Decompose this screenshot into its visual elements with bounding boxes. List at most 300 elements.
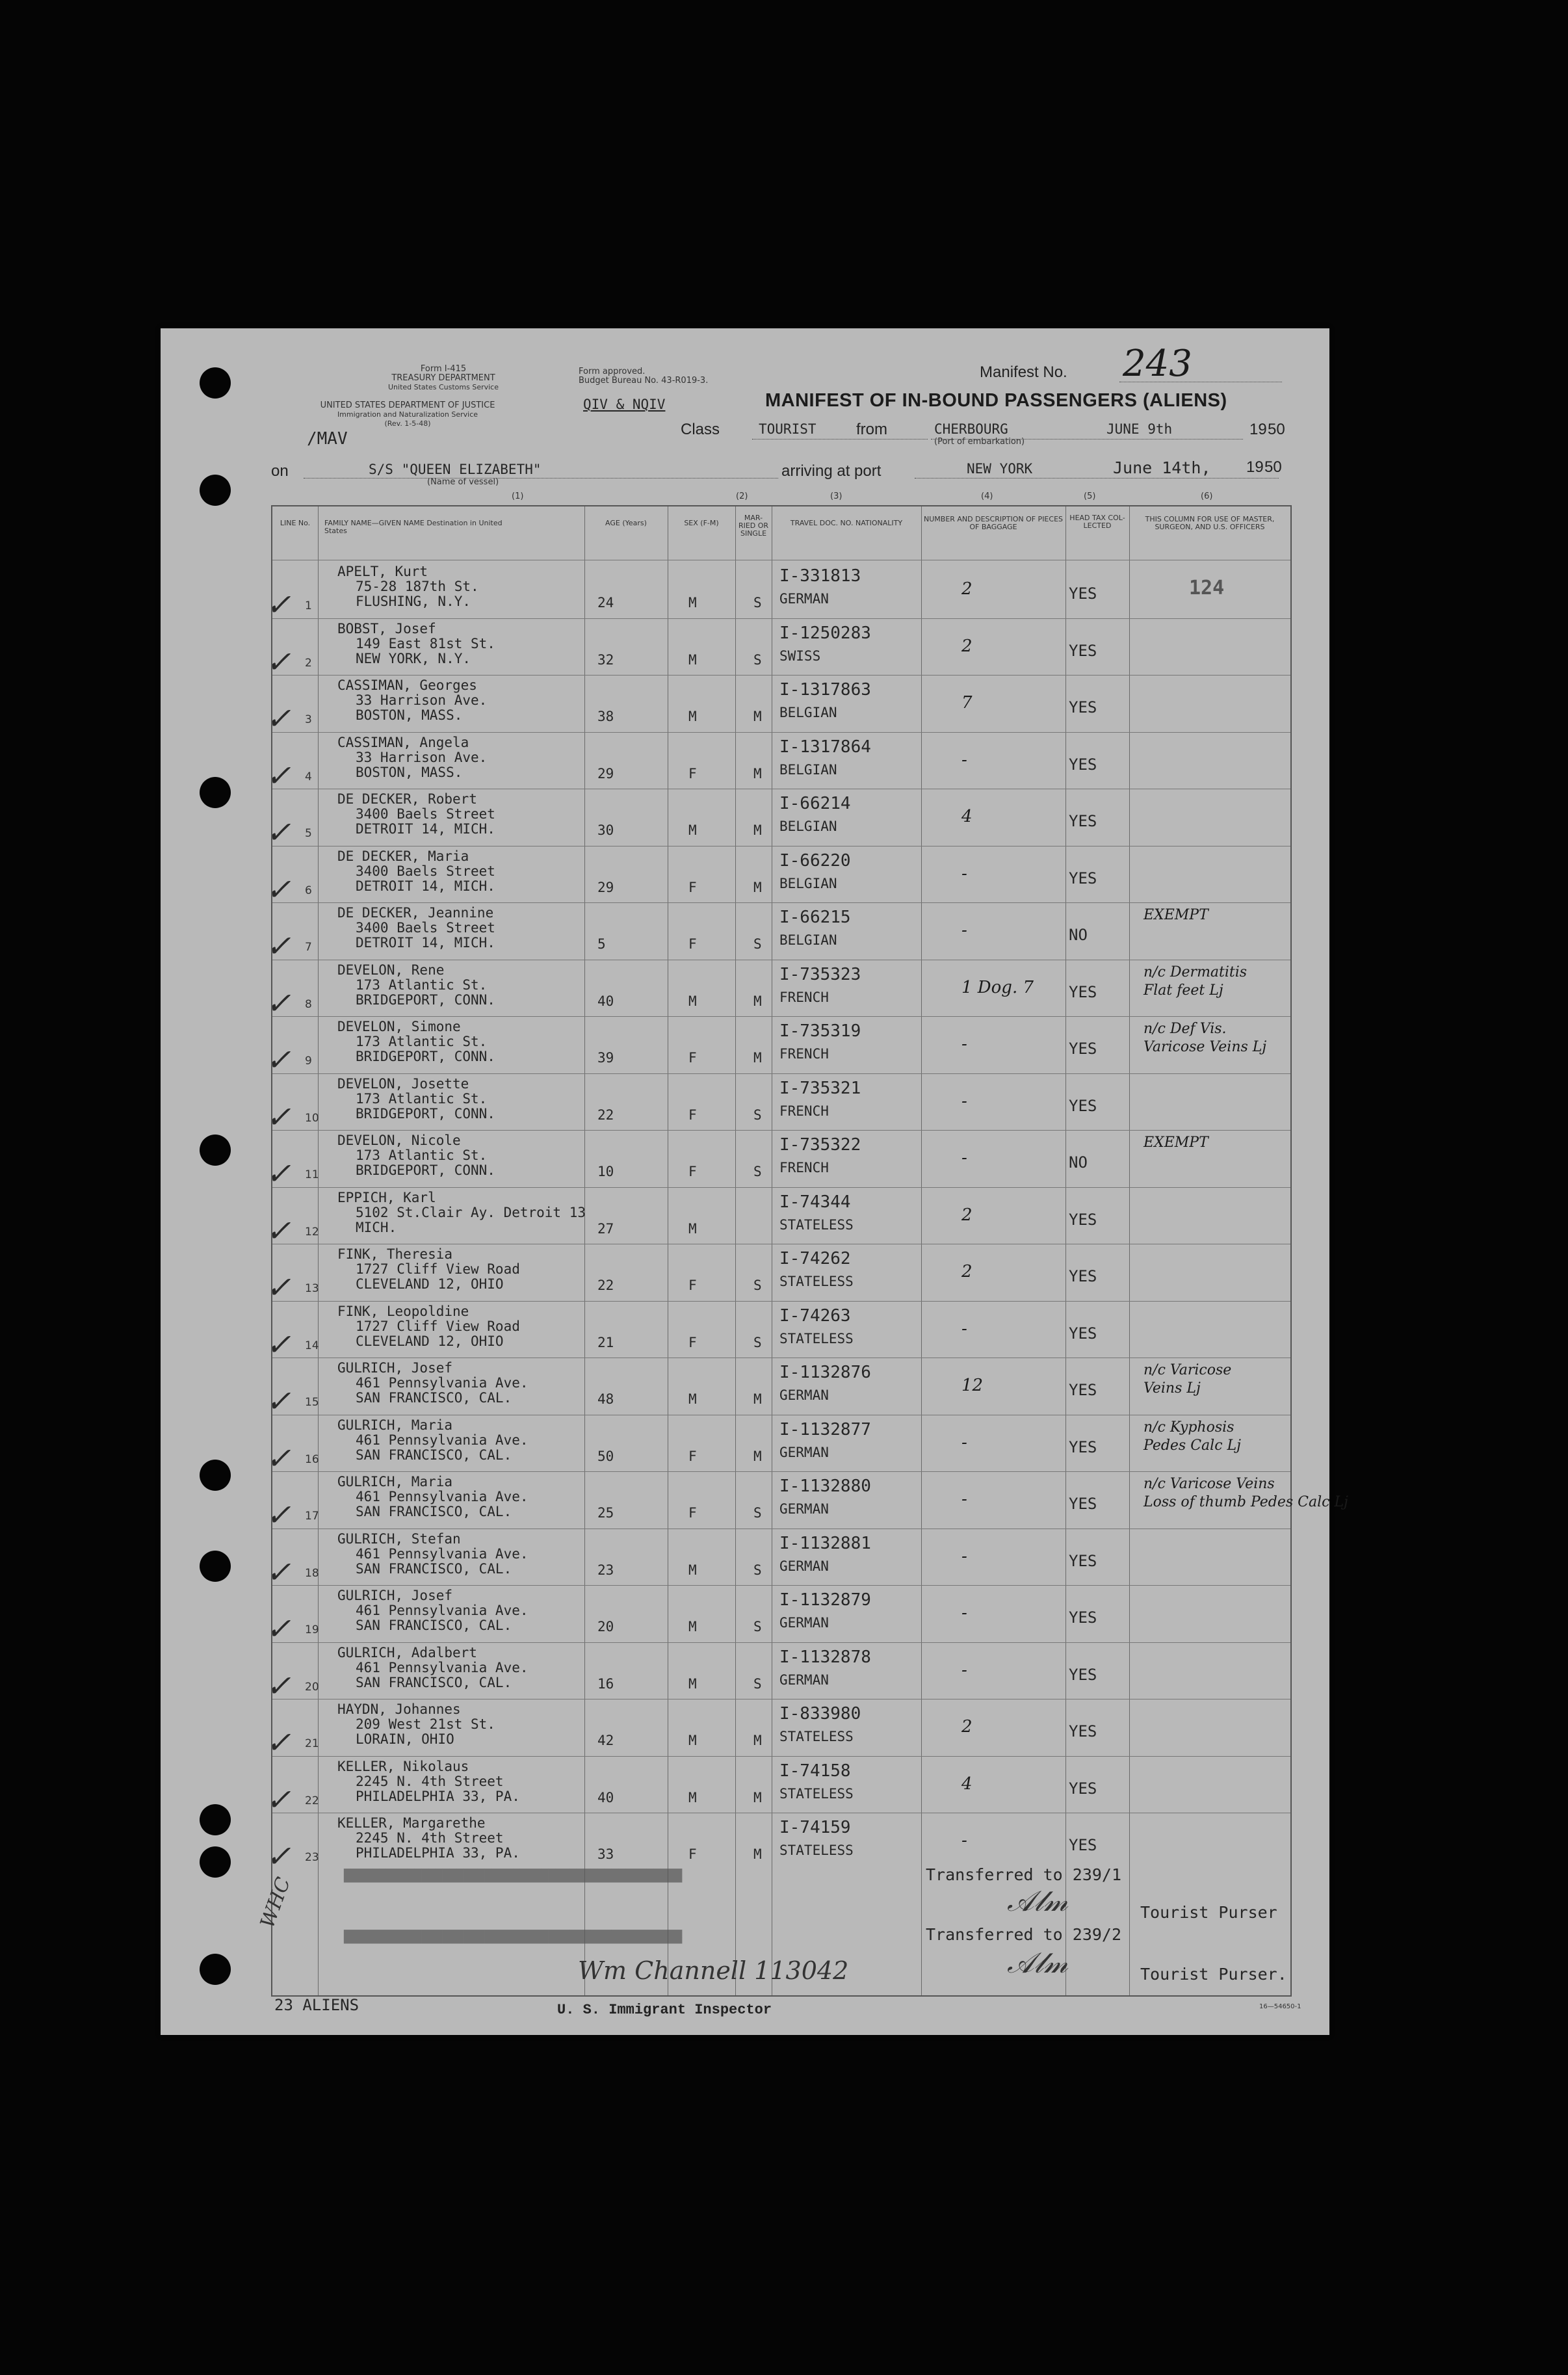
arrival-underline [915, 478, 1279, 479]
head-tax: YES [1069, 755, 1097, 774]
header-line-no: LINE No. [280, 519, 311, 527]
passenger-sex: M [688, 1619, 697, 1634]
passenger-address: 33 Harrison Ave. [356, 692, 488, 708]
table-row [266, 1699, 1290, 1760]
check-mark-icon: ✓ [266, 1099, 291, 1135]
manifest-label: Manifest No. [980, 363, 1067, 381]
travel-doc-no: I-74159 [779, 1818, 851, 1837]
form-number: Form I-415 [420, 364, 467, 374]
nationality: BELGIAN [779, 932, 837, 948]
marital-status: M [753, 993, 762, 1009]
passenger-address: 3400 Baels Street [356, 806, 495, 822]
baggage-count: - [961, 1831, 967, 1850]
passenger-name: DE DECKER, Robert [337, 791, 477, 807]
head-tax: YES [1069, 1040, 1097, 1058]
head-tax: YES [1069, 1665, 1097, 1684]
officer-remark: EXEMPT [1143, 1135, 1209, 1151]
passenger-sex: F [688, 879, 697, 895]
line-number: 13 [305, 1282, 319, 1295]
binder-hole [200, 1551, 231, 1582]
baggage-count: - [961, 863, 967, 884]
binder-hole [200, 1804, 231, 1835]
initials: /MAV [307, 429, 348, 449]
line-number: 18 [305, 1566, 319, 1580]
passenger-name: GULRICH, Josef [337, 1588, 453, 1603]
check-mark-icon: ✓ [266, 1042, 291, 1077]
head-tax: YES [1069, 641, 1097, 660]
nationality: BELGIAN [779, 705, 837, 720]
ins-service: Immigration and Naturalization Service [337, 410, 478, 419]
binder-hole [200, 1460, 231, 1491]
check-mark-icon: ✓ [266, 1384, 291, 1419]
travel-doc-no: I-66215 [779, 908, 851, 927]
nationality: GERMAN [779, 591, 829, 607]
marital-status: M [753, 765, 762, 781]
marital-status: M [753, 1789, 762, 1805]
col-num: (2) [736, 492, 748, 501]
travel-doc-no: I-1132877 [779, 1419, 871, 1439]
travel-doc-no: I-66220 [779, 850, 851, 871]
passenger-address: 149 East 81st St. [356, 635, 495, 651]
justice-dept: UNITED STATES DEPARTMENT OF JUSTICE [320, 400, 495, 410]
table-row [266, 1130, 1290, 1191]
table-row [266, 1642, 1290, 1703]
purser-1: Tourist Purser [1140, 1903, 1277, 1922]
passenger-sex: M [688, 595, 697, 610]
baggage-count: - [961, 1546, 967, 1566]
passenger-age: 22 [597, 1107, 614, 1123]
row-divider [272, 675, 1290, 676]
check-mark-icon: ✓ [266, 1213, 291, 1248]
marital-status: M [753, 1050, 762, 1066]
passenger-name: FINK, Leopoldine [337, 1303, 469, 1319]
head-tax: YES [1069, 1096, 1097, 1115]
passenger-sex: F [688, 1334, 697, 1350]
manifest-sheet [161, 328, 1348, 2035]
passenger-name: DE DECKER, Jeannine [337, 905, 494, 921]
passenger-sex: M [688, 1675, 697, 1692]
class-value: TOURIST [759, 421, 817, 437]
check-mark-icon: ✓ [266, 815, 291, 850]
passenger-address: 1727 Cliff View Road [356, 1261, 520, 1277]
arrival-year-prefix: 19 [1246, 458, 1264, 476]
baggage-count: 7 [961, 693, 973, 713]
nationality: BELGIAN [779, 761, 837, 778]
stamp-number: 124 [1189, 577, 1225, 599]
nationality: BELGIAN [779, 875, 837, 891]
table-row [266, 732, 1290, 793]
passenger-sex: M [688, 1220, 697, 1237]
passenger-age: 39 [597, 1050, 614, 1066]
transfer-note-1: Transferred to 239/1 [926, 1865, 1122, 1884]
passenger-age: 24 [597, 595, 614, 610]
passenger-age: 10 [597, 1164, 614, 1179]
passenger-name: EPPICH, Karl [337, 1189, 436, 1205]
passenger-address: 173 Atlantic St. [356, 977, 488, 993]
struck-entry: ████████████████████████████████████████████████ [344, 1930, 683, 1944]
passenger-address: 461 Pennsylvania Ave. [356, 1432, 529, 1448]
officer-remark: n/c Dermatitis Flat feet Lj [1143, 964, 1248, 999]
baggage-count: - [961, 1432, 967, 1452]
marital-status: M [753, 709, 762, 724]
col-num: (1) [512, 492, 524, 501]
passenger-sex: M [688, 651, 697, 668]
passenger-city: SAN FRANCISCO, CAL. [356, 1560, 512, 1577]
table-row [266, 618, 1290, 679]
line-number: 14 [305, 1339, 319, 1352]
passenger-sex: F [688, 1278, 697, 1293]
nationality: STATELESS [779, 1785, 854, 1802]
nationality: STATELESS [779, 1843, 854, 1858]
marital-status: M [753, 1391, 762, 1407]
passenger-sex: M [688, 993, 697, 1009]
row-divider [272, 732, 1290, 733]
check-mark-icon: ✓ [266, 757, 291, 793]
check-mark-icon: ✓ [266, 1725, 291, 1760]
budget-bureau: Budget Bureau No. 43-R019-3. [579, 376, 709, 386]
table-row [266, 1016, 1290, 1077]
alien-count: 23 ALIENS [274, 1996, 359, 2014]
line-number: 23 [305, 1851, 319, 1864]
purser-signature-2: 𝒜𝓁𝓂 [1007, 1947, 1068, 1980]
passenger-age: 30 [597, 822, 614, 838]
table-row [266, 1529, 1290, 1590]
marital-status: S [753, 1334, 762, 1350]
passenger-age: 40 [597, 993, 614, 1009]
check-mark-icon: ✓ [266, 587, 291, 622]
passenger-name: KELLER, Nikolaus [337, 1758, 469, 1774]
check-mark-icon: ✓ [266, 1497, 291, 1532]
marital-status: S [753, 936, 762, 952]
marital-status: S [753, 1562, 762, 1578]
passenger-city: NEW YORK, N.Y. [356, 650, 471, 666]
head-tax: YES [1069, 1836, 1097, 1854]
check-mark-icon: ✓ [266, 644, 291, 679]
head-tax: YES [1069, 1210, 1097, 1229]
passenger-age: 27 [597, 1220, 614, 1237]
passenger-address: 3400 Baels Street [356, 863, 495, 879]
line-number: 3 [305, 713, 312, 726]
check-mark-icon: ✓ [266, 701, 291, 736]
row-divider [272, 1073, 1290, 1074]
travel-doc-no: I-1317863 [779, 680, 871, 700]
passenger-name: DEVELON, Josette [337, 1075, 469, 1092]
nationality: GERMAN [779, 1615, 829, 1631]
passenger-age: 5 [597, 936, 606, 952]
baggage-count: - [961, 1603, 967, 1623]
passenger-sex: F [688, 1050, 697, 1066]
travel-doc-no: I-1132880 [779, 1476, 871, 1496]
passenger-name: CASSIMAN, Georges [337, 677, 477, 693]
passenger-city: DETROIT 14, MICH. [356, 878, 495, 894]
passenger-age: 48 [597, 1391, 614, 1407]
passenger-name: HAYDN, Johannes [337, 1701, 461, 1717]
passenger-city: SAN FRANCISCO, CAL. [356, 1674, 512, 1690]
passenger-city: PHILADELPHIA 33, PA. [356, 1845, 520, 1861]
passenger-name: DEVELON, Simone [337, 1019, 461, 1034]
customs-service: United States Customs Service [387, 383, 499, 391]
col-num: (5) [1084, 492, 1096, 501]
passenger-sex: F [688, 1505, 697, 1521]
passenger-sex: M [688, 822, 697, 838]
check-mark-icon: ✓ [266, 1554, 291, 1590]
passenger-address: 5102 St.Clair Ay. Detroit 13 [356, 1204, 586, 1220]
purser-signature-1: 𝒜𝓁𝓂 [1007, 1885, 1068, 1918]
binder-hole [200, 1846, 231, 1878]
travel-doc-no: I-74158 [779, 1761, 851, 1781]
passenger-age: 40 [597, 1789, 614, 1805]
from-underline [931, 439, 1243, 440]
baggage-count: 2 [961, 579, 973, 599]
table-row [266, 789, 1290, 850]
arrival-date: June 14th, [1113, 458, 1211, 477]
passenger-address: 33 Harrison Ave. [356, 749, 488, 765]
table-row [266, 675, 1290, 736]
passenger-city: SAN FRANCISCO, CAL. [356, 1447, 512, 1463]
baggage-count: 2 [961, 1717, 973, 1737]
travel-doc-no: I-735319 [779, 1021, 861, 1041]
head-tax: YES [1069, 1437, 1097, 1456]
marital-status: S [753, 1164, 762, 1179]
embarkation-port: CHERBOURG [934, 421, 1008, 437]
passenger-address: 2245 N. 4th Street [356, 1830, 504, 1846]
passenger-age: 29 [597, 765, 614, 781]
passenger-city: BOSTON, MASS. [356, 764, 463, 780]
passenger-city: DETROIT 14, MICH. [356, 821, 495, 837]
on-label: on [271, 462, 289, 480]
passenger-sex: F [688, 936, 697, 952]
baggage-count: 4 [961, 1774, 973, 1794]
passenger-sex: F [688, 1164, 697, 1179]
baggage-count: 1 Dog. 7 [961, 977, 1034, 997]
passenger-sex: F [688, 1107, 697, 1123]
table-row [266, 1415, 1290, 1476]
baggage-count: - [961, 750, 967, 770]
baggage-count: 2 [961, 1205, 973, 1225]
line-number: 22 [305, 1794, 319, 1807]
passenger-address: 75-28 187th St. [356, 579, 479, 594]
check-mark-icon: ✓ [266, 1270, 291, 1305]
nationality: STATELESS [779, 1274, 854, 1289]
table-row [266, 1756, 1290, 1817]
passenger-city: SAN FRANCISCO, CAL. [356, 1390, 512, 1406]
baggage-count: - [961, 1091, 967, 1111]
visa-codes: QIV & NQIV [583, 397, 666, 412]
marital-status: S [753, 1675, 762, 1692]
nationality: SWISS [779, 648, 821, 664]
header-name: FAMILY NAME—GIVEN NAME Destination in United States [324, 519, 503, 535]
form-approved: Form approved. [579, 367, 646, 376]
head-tax: YES [1069, 698, 1097, 716]
passenger-age: 32 [597, 651, 614, 668]
passenger-address: 461 Pennsylvania Ave. [356, 1545, 529, 1562]
header-officers: THIS COLUMN FOR USE OF MASTER, SURGEON, AND U.S. OFFICERS [1145, 515, 1275, 531]
table-row [266, 1813, 1290, 1874]
departure-year: 50 [1268, 421, 1285, 438]
passenger-sex: M [688, 1391, 697, 1407]
check-mark-icon: ✓ [266, 1440, 291, 1476]
passenger-sex: F [688, 765, 697, 781]
passenger-city: LORAIN, OHIO [356, 1731, 454, 1747]
passenger-address: 461 Pennsylvania Ave. [356, 1375, 529, 1391]
treasury-dept: TREASURY DEPARTMENT [391, 373, 495, 383]
marital-status: S [753, 651, 762, 668]
check-mark-icon: ✓ [266, 985, 291, 1021]
passenger-age: 21 [597, 1334, 614, 1350]
passenger-sex: M [688, 1789, 697, 1805]
check-mark-icon: ✓ [266, 1156, 291, 1191]
marital-status: M [753, 879, 762, 895]
inspector-label: U. S. Immigrant Inspector [557, 2002, 772, 2018]
row-divider [272, 1471, 1290, 1472]
passenger-age: 29 [597, 879, 614, 895]
head-tax: YES [1069, 1779, 1097, 1798]
passenger-address: 461 Pennsylvania Ave. [356, 1489, 529, 1504]
passenger-name: DE DECKER, Maria [337, 848, 469, 864]
passenger-age: 50 [597, 1448, 614, 1464]
travel-doc-no: I-735323 [779, 964, 861, 984]
travel-doc-no: I-66214 [779, 794, 851, 813]
check-mark-icon: ✓ [266, 928, 291, 964]
table-row [266, 1244, 1290, 1305]
line-number: 5 [305, 827, 312, 840]
marital-status: S [753, 1619, 762, 1634]
binder-hole [200, 367, 231, 399]
marital-status: M [753, 1733, 762, 1748]
baggage-count: 2 [961, 1262, 973, 1281]
travel-doc-no: I-331813 [779, 566, 861, 586]
head-tax: YES [1069, 812, 1097, 830]
head-tax: NO [1069, 926, 1088, 944]
head-tax: NO [1069, 1153, 1088, 1172]
baggage-count: - [961, 921, 967, 940]
binder-hole [200, 777, 231, 808]
table-row [266, 1471, 1348, 1532]
transfer-note-2: Transferred to 239/2 [926, 1925, 1122, 1944]
head-tax: YES [1069, 1722, 1097, 1740]
passenger-sex: F [688, 1448, 697, 1464]
line-number: 12 [305, 1225, 319, 1239]
head-tax: YES [1069, 1324, 1097, 1343]
table-row [266, 1073, 1290, 1135]
line-number: 10 [305, 1111, 319, 1125]
form-revision: (Rev. 1-5-48) [384, 419, 431, 428]
line-number: 4 [305, 770, 312, 783]
head-tax: YES [1069, 1608, 1097, 1627]
nationality: FRENCH [779, 989, 829, 1005]
passenger-address: 461 Pennsylvania Ave. [356, 1603, 529, 1618]
passenger-city: CLEVELAND 12, OHIO [356, 1276, 504, 1292]
nationality: BELGIAN [779, 819, 837, 834]
passenger-address: 2245 N. 4th Street [356, 1773, 504, 1789]
passenger-age: 38 [597, 709, 614, 724]
travel-doc-no: I-1250283 [779, 623, 871, 643]
header-baggage: NUMBER AND DESCRIPTION OF PIECES OF BAGGAGE [924, 515, 1064, 531]
class-label: Class [681, 421, 720, 438]
head-tax: YES [1069, 869, 1097, 887]
header-tax: HEAD TAX COL-LECTED [1069, 514, 1125, 530]
passenger-name: DEVELON, Nicole [337, 1133, 461, 1148]
head-tax: YES [1069, 982, 1097, 1001]
arrival-port: NEW YORK [967, 461, 1033, 477]
check-mark-icon: ✓ [266, 1839, 291, 1874]
travel-doc-no: I-735322 [779, 1135, 861, 1155]
header-married: MAR-RIED OR SINGLE [738, 514, 769, 538]
row-divider [272, 902, 1290, 903]
line-number: 20 [305, 1680, 319, 1694]
arrival-year: 50 [1264, 458, 1282, 476]
passenger-sex: M [688, 709, 697, 724]
passenger-city: DETROIT 14, MICH. [356, 935, 495, 951]
marital-status: S [753, 1278, 762, 1293]
check-mark-icon: ✓ [266, 1611, 291, 1646]
passenger-table [255, 505, 1348, 1997]
table-row [266, 960, 1290, 1021]
row-divider [272, 1130, 1290, 1131]
table-row [266, 1358, 1290, 1419]
purser-2: Tourist Purser. [1140, 1965, 1287, 1984]
travel-doc-no: I-833980 [779, 1704, 861, 1724]
line-number: 15 [305, 1396, 319, 1409]
travel-doc-no: I-735321 [779, 1078, 861, 1098]
line-number: 6 [305, 884, 312, 897]
head-tax: YES [1069, 1381, 1097, 1399]
baggage-count: 12 [961, 1376, 984, 1395]
line-number: 1 [305, 599, 312, 612]
nationality: GERMAN [779, 1558, 829, 1574]
officer-remark: n/c Varicose Veins Lj [1143, 1362, 1232, 1397]
passenger-address: 461 Pennsylvania Ave. [356, 1659, 529, 1675]
table-row [266, 1187, 1290, 1248]
marital-status: M [753, 822, 762, 838]
vessel-note: (Name of vessel) [427, 477, 499, 487]
travel-doc-no: I-1317864 [779, 737, 871, 757]
row-divider [272, 1585, 1290, 1586]
class-underline [752, 439, 928, 440]
table-row [266, 1301, 1290, 1362]
head-tax: YES [1069, 1267, 1097, 1285]
line-number: 19 [305, 1623, 319, 1636]
travel-doc-no: I-74262 [779, 1249, 851, 1268]
passenger-city: FLUSHING, N.Y. [356, 594, 471, 609]
officer-remark: n/c Varicose Veins Loss of thumb Pedes Calc Lj [1143, 1476, 1348, 1510]
passenger-city: PHILADELPHIA 33, PA. [356, 1788, 520, 1804]
inspector-signature: Wm Channell 113042 [578, 1956, 849, 1985]
officer-remark: n/c Def Vis. Varicose Veins Lj [1143, 1021, 1267, 1055]
line-number: 11 [305, 1168, 319, 1181]
travel-doc-no: I-1132879 [779, 1590, 871, 1610]
check-mark-icon: ✓ [266, 1326, 291, 1362]
passenger-city: BRIDGEPORT, CONN. [356, 1162, 495, 1178]
row-divider [272, 1756, 1290, 1757]
embarkation-note: (Port of embarkation) [934, 437, 1025, 447]
marital-status: S [753, 595, 762, 610]
margin-note: WHC [255, 1874, 296, 1932]
vessel-underline [304, 478, 778, 479]
passenger-name: GULRICH, Maria [337, 1474, 453, 1489]
passenger-age: 42 [597, 1733, 614, 1748]
passenger-sex: M [688, 1562, 697, 1578]
passenger-sex: M [688, 1733, 697, 1748]
passenger-address: 3400 Baels Street [356, 920, 495, 936]
passenger-city: CLEVELAND 12, OHIO [356, 1333, 504, 1349]
header-age: AGE (Years) [605, 519, 647, 527]
nationality: FRENCH [779, 1046, 829, 1062]
marital-status: S [753, 1107, 762, 1123]
binder-hole [200, 1135, 231, 1166]
passenger-name: GULRICH, Josef [337, 1360, 453, 1376]
from-label: from [856, 421, 887, 438]
